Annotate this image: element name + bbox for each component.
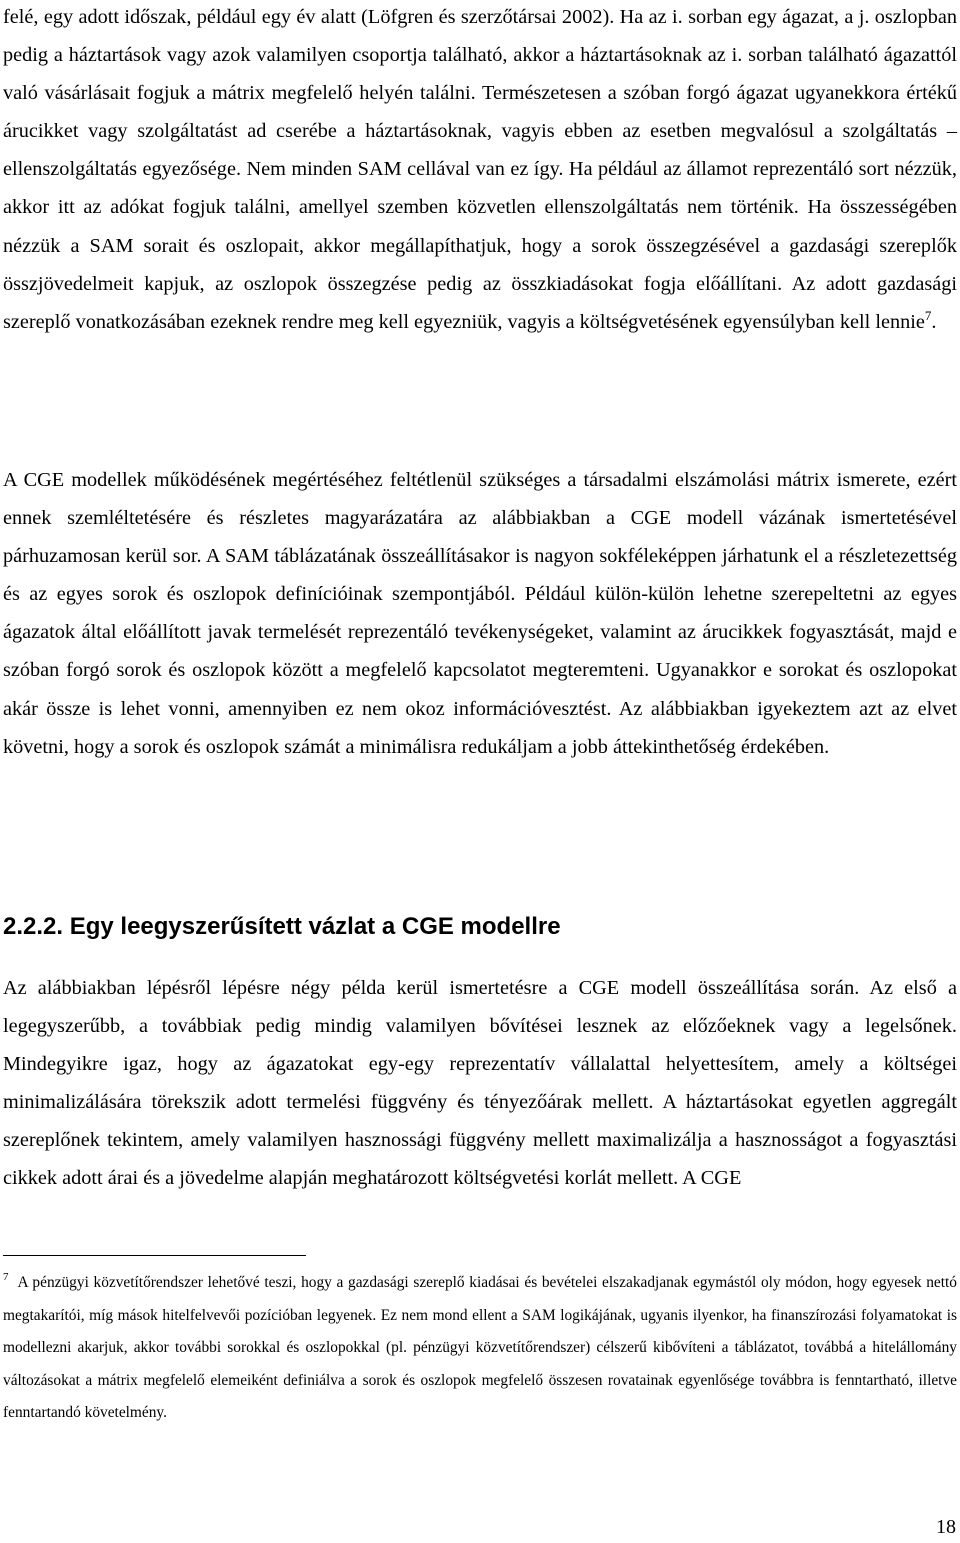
section-heading: 2.2.2. Egy leegyszerűsített vázlat a CGE modellre [3,913,561,940]
footnote [3,1267,957,1430]
page-number: 18 [936,1516,956,1538]
body-paragraph-2: A CGE modellek működésének megértéséhez feltétlenül szükséges a társadalmi elszámolási mátrix ismerete, ezért ennek szemléltetésére és részletes magyarázatára az alábbiakban a CGE modell vázának ismertetésével párhuzamosan kerül sor. A SAM táblázatának összeállításakor is nagyon sokféleképpen járhatunk el a részletezettség és az egyes sorok és oszlopok definícióinak szempontjából. Például külön-külön lehetne szerepeltetni az egyes ágazatok által előállított javak termelését reprezentáló tevékenységeket, valamint az árucikkek fogyasztását, majd e szóban forgó sorok és oszlopok között a megfelelő kapcsolatot megteremteni. Ugyanakkor e sorokat és oszlopokat akár össze is lehet vonni, amennyiben ez nem okoz információvesztést. Az alábbiakban igyekeztem azt az elvet követni, hogy a sorok és oszlopok számát a minimálisra redukáljam a jobb áttekinthetőség érdekében. [3,469,957,758]
footnote-number: 7 [3,1271,9,1283]
paragraph-end: . [931,310,937,333]
section-paragraph: Az alábbiakban lépésről lépésre négy példa kerül ismertetésre a CGE modell összeállítása során. Az első a legegyszerűbb, a továbbiak pedig mindig valamilyen bővítései lesznek az előzőeknek vagy a legelsőnek. Mindegyikre igaz, hogy az ágazatokat egy-egy reprezentatív vállalattal helyettesítem, amely a költségei minimalizálására törekszik adott termelési függvény és tényezőárak mellett. A háztartásokat egyetlen aggregált szereplőnek tekintem, amely valamilyen hasznossági függvény mellett maximalizálja a hasznosságot a fogyasztási cikkek adott árai és a jövedelme alapján meghatározott költségvetési korlát mellett. A CGE [3,977,957,1190]
paragraph-text: felé, egy adott időszak, például egy év alatt (Löfgren és szerzőtársai 2002). Ha az i. sorban egy ágazat, a j. oszlopban pedig a háztartások vagy azok valamilyen csoportja található, akkor a háztartásoknak az i. sorban található ágazattól való vásárlásait fogjuk a mátrix megfelelő helyén találni. Természetesen a szóban forgó ágazat ugyanekkora értékű árucikket vagy szolgáltatást ad cserébe a háztartásoknak, vagyis ebben az esetben megvalósul a szolgáltatás – ellenszolgáltatás egyezősége. Nem minden SAM cellával van ez így. Ha például az államot reprezentáló sort nézzük, akkor itt az adókat fogjuk találni, amellyel szemben közvetlen ellenszolgáltatás nem történik. Ha összességében nézzük a SAM sorait és oszlopait, akkor megállapíthatjuk, hogy a sorok összegzésével a gazdasági szereplők összjövedelmeit kapjuk, az oszlopok összegzése pedig az összkiadásokat fogja előállítani. Az adott gazdasági szereplő vonatkozásában ezeknek rendre meg kell egyezniük, vagyis a költségvetésének egyensúlyban kell lennie [3,6,957,333]
footnote-separator [3,1255,306,1256]
body-paragraph-1 [3,0,957,341]
footnote-text: A pénzügyi közvetítőrendszer lehetővé teszi, hogy a gazdasági szereplő kiadásai és bevételei elszakadjanak egymástól oly módon, hogy egyesek nettó megtakarítói, míg mások hitelfelvevői pozícióban legyenek. Ez nem mond ellent a SAM logikájának, ugyanis ilyenkor, ha finanszírozási folyamatokat is modellezni akarjuk, akkor további sorokkal és oszlopokkal (pl. pénzügyi közvetítőrendszer) célszerű kibővíteni a táblázatot, továbbá a hitelállomány változásokat a mátrix megfelelő elemeiként definiálva a sorok és oszlopok megfelelő összesen rovatainak egyenlősége továbbra is fenntartható, illetve fenntartandó követelmény. [3,1274,957,1421]
footnote-reference[interactable]: 7 [924,307,932,323]
